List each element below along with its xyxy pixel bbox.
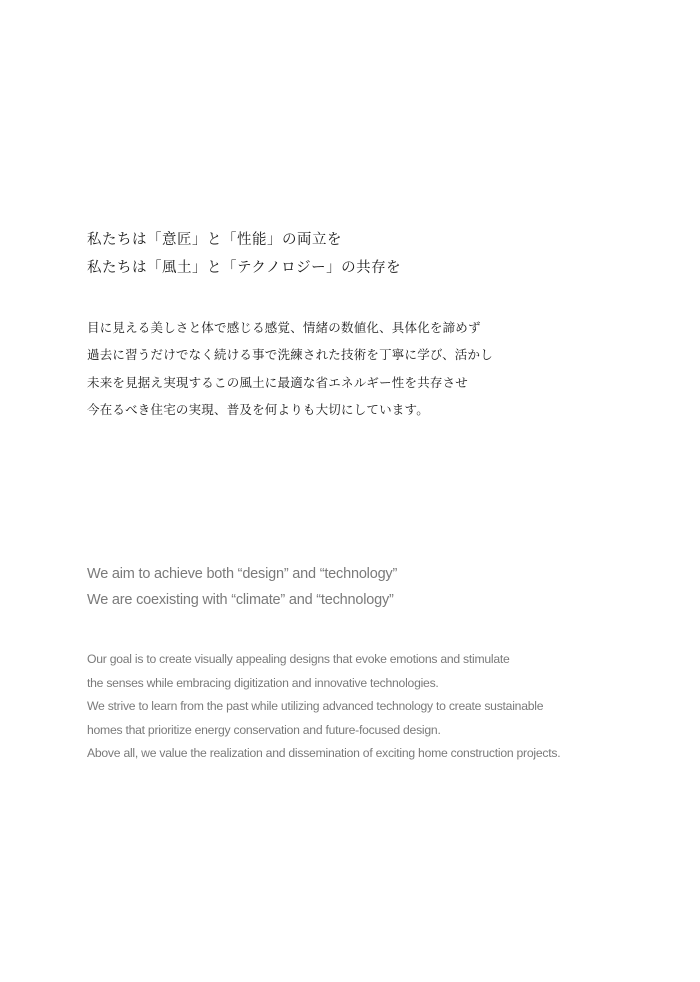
english-body-line: We strive to learn from the past while utilizing advanced technology to create sustainable (87, 699, 544, 713)
english-heading (87, 561, 677, 613)
japanese-body-line: 目に見える美しさと体で感じる感覚、情緒の数値化、具体化を諦めず (87, 320, 481, 335)
japanese-body-line: 未来を見据え実現するこの風土に最適な省エネルギー性を共存させ (87, 374, 469, 390)
japanese-body-line: 今在るべき住宅の実現、普及を何よりも大切にしています。 (87, 401, 429, 417)
japanese-heading-line: 私たちは「意匠」と「性能」の両立を (87, 232, 342, 248)
japanese-heading (87, 226, 667, 282)
japanese-heading-line: 私たちは「風土」と「テクノロジー」の共存を (87, 260, 402, 276)
japanese-body (87, 314, 667, 423)
english-body (87, 648, 677, 766)
english-heading-line: We aim to achieve both “design” and “technology” (87, 566, 398, 582)
english-body-line: homes that prioritize energy conservation and future-focused design. (87, 722, 441, 737)
english-body-line: Above all, we value the realization and dissemination of exciting home construction projects. (87, 746, 561, 760)
english-heading-line: We are coexisting with “climate” and “technology” (87, 592, 394, 608)
english-body-line: the senses while embracing digitization and innovative technologies. (87, 675, 439, 690)
japanese-body-line: 過去に習うだけでなく続ける事で洗練された技術を丁寧に学び、活かし (87, 347, 493, 363)
english-body-line: Our goal is to create visually appealing designs that evoke emotions and stimulate (87, 652, 510, 666)
